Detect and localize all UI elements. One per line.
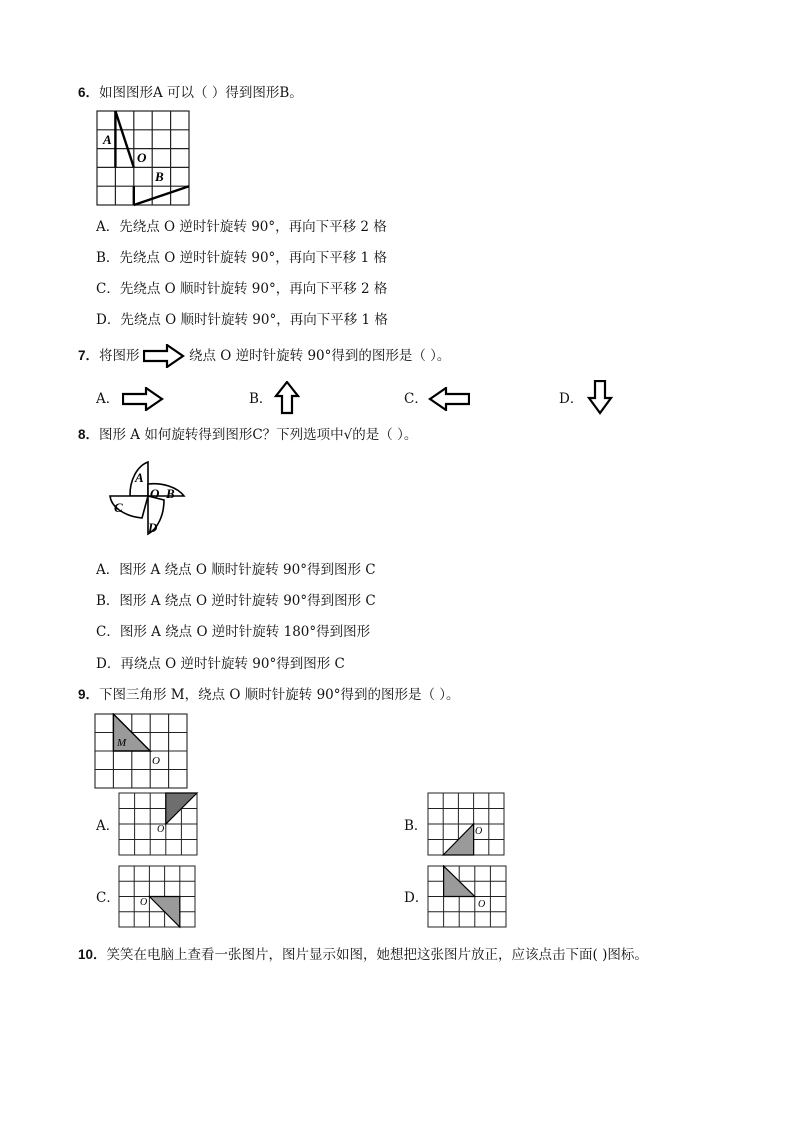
q8-option-b[interactable]: B．图形 A 绕点 O 逆时针旋转 90°得到图形 C xyxy=(96,593,376,609)
q6-grid-figure xyxy=(96,110,192,208)
point-o-label: O xyxy=(137,150,147,165)
q7-option-d[interactable]: D． xyxy=(559,391,584,407)
question-7-stem-suffix: 绕点 O 逆时针旋转 90°得到的图形是（ ）。 xyxy=(189,348,451,364)
question-stem: 下图三角形 M，绕点 O 顺时针旋转 90°得到的图形是（ ）。 xyxy=(99,687,460,703)
q9-option-c-grid[interactable] xyxy=(118,865,198,929)
question-stem: 笑笑在电脑上查看一张图片，图片显示如图，她想把这张图片放正，应该点击下面( )图标。 xyxy=(106,947,648,963)
q9-grid-figure xyxy=(94,713,190,791)
figure-label-c: C xyxy=(114,500,123,515)
question-8 xyxy=(78,427,417,443)
q9-option-c[interactable]: C． xyxy=(96,890,120,906)
question-number: 10． xyxy=(78,947,107,962)
q8-option-c[interactable]: C．图形 A 绕点 O 逆时针旋转 180°得到图形 xyxy=(96,624,371,640)
question-number: 8． xyxy=(78,427,100,442)
question-stem: 如图图形A 可以（ ）得到图形B。 xyxy=(99,85,303,101)
q9-option-b[interactable]: B． xyxy=(404,818,428,834)
question-stem: 图形 A 如何旋转得到图形C？下列选项中√的是（ ）。 xyxy=(99,427,418,443)
figure-label-b: B xyxy=(155,169,164,184)
triangle-m-label: M xyxy=(117,737,127,749)
figure-label-b: B xyxy=(166,486,175,501)
question-9 xyxy=(78,687,460,703)
q8-pinwheel-figure xyxy=(102,456,192,546)
question-number: 9． xyxy=(78,687,100,702)
figure-label-a: A xyxy=(103,132,112,147)
arrow-right-icon[interactable] xyxy=(122,387,164,411)
q9-option-a[interactable]: A． xyxy=(96,818,120,834)
question-10 xyxy=(78,947,648,963)
q9-option-a-grid[interactable] xyxy=(118,792,200,857)
q9-option-d-grid[interactable] xyxy=(427,865,509,929)
question-7 xyxy=(78,348,140,364)
arrow-down-icon[interactable] xyxy=(587,380,613,415)
q8-option-d[interactable]: D．再绕点 O 逆时针旋转 90°得到图形 C xyxy=(96,656,345,672)
q9-option-b-grid[interactable] xyxy=(427,792,507,857)
figure-label-a: A xyxy=(135,470,144,485)
q6-option-a[interactable]: A．先绕点 O 逆时针旋转 90°，再向下平移 2 格 xyxy=(96,219,387,235)
q6-option-b[interactable]: B．先绕点 O 逆时针旋转 90°，再向下平移 1 格 xyxy=(96,250,387,266)
point-o-label: O xyxy=(150,486,160,501)
q8-option-a[interactable]: A．图形 A 绕点 O 顺时针旋转 90°得到图形 C xyxy=(96,562,376,578)
q7-option-c[interactable]: C． xyxy=(404,391,428,407)
q7-option-b[interactable]: B． xyxy=(249,391,273,407)
point-o-label: O xyxy=(140,897,148,908)
question-stem-prefix: 将图形 xyxy=(99,348,140,364)
point-o-label: O xyxy=(475,826,483,837)
q6-option-c[interactable]: C．先绕点 O 顺时针旋转 90°，再向下平移 2 格 xyxy=(96,281,388,297)
q9-option-d[interactable]: D． xyxy=(404,890,429,906)
figure-label-d: D xyxy=(148,520,158,535)
arrow-right-icon xyxy=(143,344,185,368)
q7-option-a[interactable]: A． xyxy=(96,391,120,407)
question-number: 7． xyxy=(78,348,100,363)
point-o-label: O xyxy=(152,755,160,767)
question-6 xyxy=(78,85,303,101)
arrow-left-icon[interactable] xyxy=(428,387,470,411)
point-o-label: O xyxy=(478,899,486,910)
q6-option-d[interactable]: D．先绕点 O 顺时针旋转 90°，再向下平移 1 格 xyxy=(96,312,388,328)
point-o-label: O xyxy=(157,824,165,835)
arrow-up-icon[interactable] xyxy=(274,381,300,415)
question-number: 6． xyxy=(78,85,100,100)
